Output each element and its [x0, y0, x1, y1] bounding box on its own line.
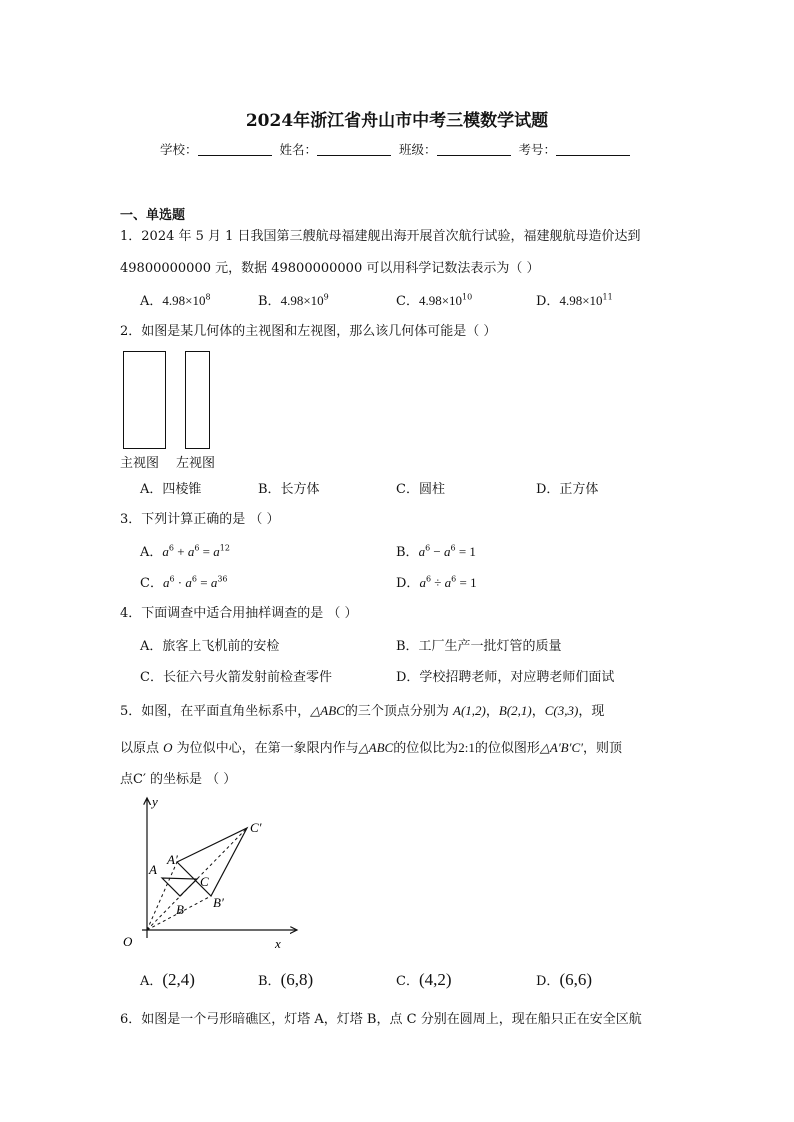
q4-text: 4．下面调查中适合用抽样调查的是 （ ）: [120, 606, 358, 621]
q2-option-c[interactable]: C．圆柱: [396, 482, 445, 497]
svg-text:x: x: [275, 936, 281, 951]
q4-option-c[interactable]: C．长征六号火箭发射前检查零件: [140, 670, 332, 685]
svg-text:C′: C′: [250, 820, 262, 835]
svg-text:B: B: [176, 902, 184, 917]
q6-text: 6．如图是一个弓形暗礁区，灯塔 A，灯塔 B，点 C 分别在圆周上，现在船只正在安全区航: [120, 1012, 642, 1027]
q1-line1: 1．2024 年 5 月 1 日我国第三艘航母福建舰出海开展首次航行试验，福建舰航母造价达到: [120, 229, 641, 244]
q5-option-c[interactable]: C．(4,2): [396, 970, 452, 989]
q2-option-d[interactable]: D．正方体: [536, 482, 599, 497]
school-blank[interactable]: [198, 143, 272, 156]
q3-option-b[interactable]: B．$a^6 - a^6 = 1$: [396, 543, 476, 560]
q2-option-a[interactable]: A．四棱锥: [140, 482, 202, 497]
q2-text: 2．如图是某几何体的主视图和左视图，那么该几何体可能是（ ）: [120, 324, 497, 339]
triangle-abc: [162, 878, 197, 896]
page-title: 2024年浙江省舟山市中考三模数学试题: [245, 111, 549, 131]
q1-line2: 49800000000 元，数据 49800000000 可以用科学记数法表示为（ ）: [120, 261, 540, 276]
q5-line1: 5．如图，在平面直角坐标系中，△ABC的三个顶点分别为 A(1,2)，B(2,1)，C(3,3)，现: [120, 703, 605, 719]
main-view-rectangle: [123, 351, 166, 449]
student-info-line: [0, 140, 794, 158]
class-blank[interactable]: [437, 143, 511, 156]
q5-option-a[interactable]: A．(2,4): [140, 970, 195, 989]
q3-text: 3．下列计算正确的是 （ ）: [120, 512, 280, 527]
similarity-figure: [112, 790, 312, 955]
svg-text:A: A: [149, 862, 157, 877]
left-view-rectangle: [185, 351, 210, 449]
svg-text:O: O: [123, 934, 133, 949]
number-blank[interactable]: [556, 143, 630, 156]
svg-text:C: C: [200, 874, 209, 889]
q5-line3: 点C′ 的坐标是 （ ）: [120, 772, 237, 787]
q5-option-d[interactable]: D．(6,6): [536, 970, 593, 989]
q3-option-d[interactable]: D．$a^6 \div a^6 = 1$: [396, 574, 477, 591]
q3-option-a[interactable]: A．$a^6 + a^6 = a^{12}$: [140, 543, 230, 560]
q2-option-b[interactable]: B．长方体: [258, 482, 320, 497]
svg-text:B′: B′: [213, 895, 224, 910]
class-label: 班级：: [398, 142, 437, 157]
left-view-caption: 左视图: [176, 456, 216, 471]
main-view-caption: 主视图: [120, 456, 160, 471]
q1-option-c[interactable]: C．$4.98\times 10^{10}$: [396, 292, 473, 309]
q1-option-a[interactable]: A．$4.98\times 10^8$: [140, 292, 211, 309]
svg-text:A′: A′: [167, 852, 178, 867]
school-label: 学校：: [159, 142, 198, 157]
q5-option-b[interactable]: B．(6,8): [258, 970, 314, 989]
q1-option-d[interactable]: D．$4.98\times 10^{11}$: [536, 292, 613, 309]
q5-line2: 以原点 O 为位似中心，在第一象限内作与△ABC的位似比为2:1的位似图形△A′B′C′，则顶: [120, 740, 622, 756]
section-heading: 一、单选题: [120, 208, 186, 223]
name-blank[interactable]: [317, 143, 391, 156]
svg-text:y: y: [152, 794, 158, 809]
q4-option-b[interactable]: B．工厂生产一批灯管的质量: [396, 639, 562, 654]
number-label: 考号：: [518, 142, 556, 157]
q3-option-c[interactable]: C．$a^6 \cdot a^6 = a^{36}$: [140, 574, 228, 591]
q4-option-d[interactable]: D．学校招聘老师，对应聘老师们面试: [396, 670, 615, 685]
name-label: 姓名：: [279, 142, 317, 157]
q1-option-b[interactable]: B．$4.98\times 10^9$: [258, 292, 329, 309]
q4-option-a[interactable]: A．旅客上飞机前的安检: [140, 639, 280, 654]
